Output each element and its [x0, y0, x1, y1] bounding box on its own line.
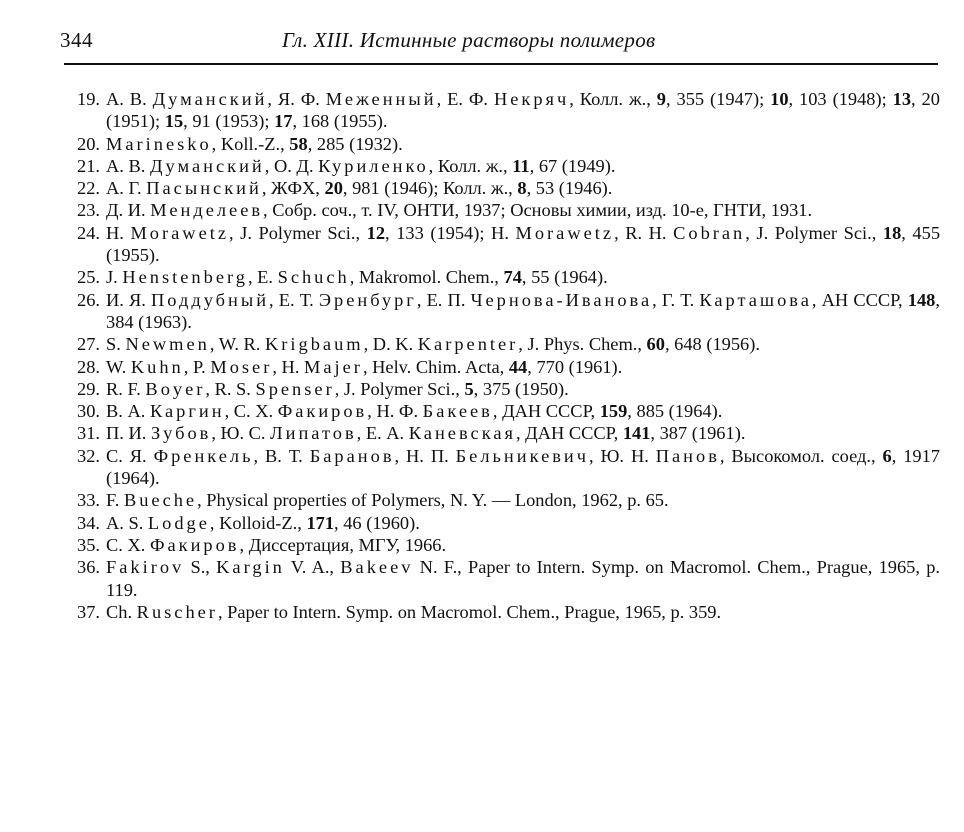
author-name: Cobran: [673, 222, 746, 243]
reference-number: 20.: [77, 133, 100, 154]
reference-fragment: , Колл. ж.,: [428, 155, 513, 176]
reference-fragment: S.: [106, 334, 126, 355]
reference-fragment: , 103 (1948);: [788, 89, 893, 109]
reference-fragment: , J. Phys. Chem.,: [518, 334, 647, 355]
reference-number: 22.: [77, 178, 100, 199]
running-title: Гл. XIII. Истинные растворы полимеров: [282, 28, 656, 52]
author-name: Kuhn: [130, 356, 184, 377]
reference-fragment: , R. S.: [205, 378, 256, 399]
reference-item: [60, 266, 940, 288]
reference-fragment: , 384 (1963).: [106, 289, 940, 332]
author-name: Krigbaum: [265, 334, 364, 355]
reference-text: [106, 489, 940, 511]
reference-fragment: , 885 (1964).: [627, 401, 723, 422]
author-name: Marinesko: [106, 133, 212, 154]
reference-fragment: , Е. П.: [416, 289, 471, 310]
author-name: Карташова: [699, 289, 812, 310]
header-rule: [64, 63, 938, 65]
volume-number: 58: [289, 133, 308, 154]
volume-number: 12: [366, 222, 386, 243]
reference-fragment: , Ю. С.: [211, 423, 271, 444]
reference-fragment: S.,: [184, 557, 217, 578]
reference-fragment: В. А.: [106, 401, 150, 422]
author-name: Spenser: [255, 378, 335, 399]
reference-fragment: , 770 (1961).: [527, 356, 623, 377]
author-name: Karpenter: [417, 334, 519, 355]
author-name: Boyer: [145, 378, 206, 399]
reference-fragment: V. A.,: [284, 557, 341, 578]
author-name: Пасынский: [146, 178, 262, 199]
reference-number: 27.: [77, 334, 100, 355]
reference-item: [60, 400, 940, 422]
author-name: Newmen: [125, 334, 210, 355]
reference-fragment: , 1917 (1964).: [106, 445, 940, 489]
author-name: Факиров: [149, 534, 240, 555]
reference-text: [106, 333, 940, 355]
reference-fragment: , АН СССР,: [811, 289, 908, 310]
reference-fragment: , 648 (1956).: [664, 334, 760, 355]
reference-fragment: , Koll.-Z.,: [211, 133, 290, 154]
reference-number: 37.: [77, 601, 100, 622]
reference-item: [60, 489, 940, 511]
reference-fragment: Ch.: [106, 601, 137, 622]
reference-number: 24.: [77, 222, 100, 243]
reference-text: [106, 556, 940, 601]
reference-text: [106, 356, 940, 378]
reference-fragment: , В. Т.: [253, 445, 310, 466]
author-name: Bakeev: [340, 557, 414, 578]
volume-number: 17: [274, 111, 293, 132]
reference-fragment: А. Г.: [106, 178, 147, 199]
reference-fragment: , Е. Т.: [269, 289, 319, 310]
reference-fragment: Д. И.: [106, 200, 151, 221]
reference-text: [106, 177, 940, 199]
author-name: Куриленко: [318, 155, 429, 176]
reference-fragment: , 53 (1946).: [526, 178, 613, 199]
reference-item: [60, 199, 940, 221]
volume-number: 44: [508, 356, 528, 377]
reference-text: [106, 534, 940, 556]
page-number: 344: [60, 28, 93, 52]
reference-item: [60, 445, 940, 490]
reference-number: 28.: [77, 356, 100, 377]
author-name: Думанский: [152, 89, 268, 109]
reference-fragment: H.: [106, 222, 131, 243]
reference-fragment: , О. Д.: [264, 155, 319, 176]
reference-fragment: F.: [106, 490, 124, 511]
volume-number: 159: [599, 401, 628, 422]
reference-item: [60, 155, 940, 177]
reference-number: 31.: [77, 423, 100, 444]
volume-number: 74: [503, 267, 522, 288]
reference-number: 34.: [77, 512, 100, 533]
author-name: Lodge: [147, 512, 210, 533]
reference-number: 32.: [77, 445, 100, 466]
reference-fragment: , Makromol. Chem.,: [349, 267, 504, 288]
author-name: Schuch: [277, 267, 350, 288]
reference-fragment: , Н. П.: [394, 445, 456, 466]
reference-text: [106, 378, 940, 400]
reference-number: 29.: [77, 378, 100, 399]
volume-number: 5: [464, 378, 474, 399]
author-name: Kargin: [216, 557, 285, 578]
author-name: Morawetz: [515, 222, 615, 243]
volume-number: 15: [164, 111, 184, 132]
reference-fragment: , J. Polymer Sci.,: [334, 378, 465, 399]
volume-number: 6: [882, 445, 892, 466]
reference-item: [60, 177, 940, 199]
reference-number: 21.: [77, 155, 100, 176]
reference-number: 33.: [77, 490, 100, 511]
reference-fragment: С. Х.: [106, 534, 150, 555]
reference-fragment: , Г. Т.: [652, 289, 700, 310]
author-name: Бельникевич: [455, 445, 590, 466]
reference-fragment: , Высокомол. соед.,: [719, 445, 883, 466]
reference-fragment: , Н. Ф.: [367, 401, 423, 422]
reference-fragment: А. В.: [106, 89, 153, 109]
volume-number: 13: [892, 89, 912, 109]
author-name: Френкель: [153, 445, 254, 466]
volume-number: 60: [646, 334, 665, 355]
volume-number: 8: [517, 178, 527, 199]
author-name: Ruscher: [136, 601, 218, 622]
author-name: Bueche: [123, 490, 198, 511]
author-name: Панов: [655, 445, 720, 466]
reference-fragment: , 55 (1964).: [521, 267, 608, 288]
volume-number: 10: [770, 89, 789, 109]
reference-text: [106, 222, 940, 267]
reference-fragment: N. F., Paper to Intern. Symp. on Macromol. Chem., Prague, 1965, p. 119.: [106, 557, 941, 600]
reference-item: [60, 601, 940, 623]
reference-fragment: W.: [106, 356, 131, 377]
reference-item: [60, 422, 940, 444]
reference-fragment: , R. H.: [614, 222, 674, 243]
reference-fragment: , 455 (1955).: [106, 222, 941, 266]
volume-number: 9: [656, 89, 666, 109]
volume-number: 20: [324, 178, 343, 199]
author-name: Каргин: [149, 401, 225, 422]
author-name: Morawetz: [130, 222, 230, 243]
reference-fragment: , Kolloid-Z.,: [209, 512, 307, 533]
reference-fragment: , 20 (1951);: [106, 89, 940, 132]
author-name: Меженный: [325, 89, 437, 109]
reference-fragment: С. Я.: [106, 445, 154, 466]
author-name: Баранов: [309, 445, 395, 466]
reference-fragment: , 285 (1932).: [307, 133, 403, 154]
reference-fragment: , Я. Ф.: [267, 89, 326, 109]
reference-text: [106, 155, 940, 177]
reference-fragment: J.: [106, 267, 123, 288]
reference-list: [60, 88, 940, 623]
author-name: Majer: [304, 356, 363, 377]
reference-fragment: R. F.: [106, 378, 146, 399]
author-name: Менделеев: [150, 200, 264, 221]
reference-fragment: , Physical properties of Polymers, N. Y. — London, 1962, p. 65.: [197, 490, 669, 511]
reference-fragment: , E.: [247, 267, 278, 288]
reference-item: [60, 512, 940, 534]
reference-number: 19.: [77, 89, 100, 109]
volume-number: 171: [306, 512, 335, 533]
reference-fragment: , 387 (1961).: [650, 423, 746, 444]
reference-item: [60, 556, 940, 601]
reference-fragment: , Е. А.: [356, 423, 409, 444]
reference-item: [60, 534, 940, 556]
reference-fragment: , 355 (1947);: [666, 89, 771, 109]
reference-text: [106, 601, 940, 623]
author-name: Думанский: [149, 155, 265, 176]
reference-fragment: , 91 (1953);: [183, 111, 275, 132]
reference-item: [60, 356, 940, 378]
reference-fragment: , P.: [183, 356, 211, 377]
reference-text: [106, 133, 940, 155]
author-name: Некряч: [493, 89, 570, 109]
volume-number: 141: [622, 423, 651, 444]
reference-number: 26.: [77, 289, 100, 310]
author-name: Henstenberg: [122, 267, 248, 288]
reference-number: 30.: [77, 401, 100, 422]
reference-fragment: , ДАН СССР,: [515, 423, 623, 444]
author-name: Чернова-Иванова: [470, 289, 653, 310]
author-name: Fakirov: [106, 557, 185, 578]
author-name: Факиров: [277, 401, 368, 422]
reference-fragment: , D. K.: [363, 334, 418, 355]
reference-fragment: , Helv. Chim. Acta,: [362, 356, 509, 377]
reference-number: 25.: [77, 267, 100, 288]
reference-fragment: , 67 (1949).: [529, 155, 616, 176]
reference-item: [60, 378, 940, 400]
reference-fragment: , 168 (1955).: [292, 111, 388, 132]
reference-number: 23.: [77, 200, 100, 221]
reference-fragment: П. И.: [106, 423, 151, 444]
author-name: Moser: [210, 356, 273, 377]
reference-text: [106, 400, 940, 422]
volume-number: 11: [512, 155, 530, 176]
reference-fragment: A. S.: [106, 512, 148, 533]
page-header: [60, 24, 938, 58]
volume-number: 18: [882, 222, 902, 243]
reference-text: [106, 422, 940, 444]
reference-fragment: , 133 (1954); H.: [385, 222, 516, 243]
reference-fragment: , ЖФХ,: [261, 178, 325, 199]
reference-fragment: , Собр. соч., т. IV, ОНТИ, 1937; Основы химии, изд. 10-е, ГНТИ, 1931.: [263, 200, 813, 221]
reference-fragment: , Е. Ф.: [436, 89, 494, 109]
reference-fragment: , ДАН СССР,: [492, 401, 600, 422]
reference-fragment: , 981 (1946); Колл. ж.,: [342, 178, 518, 199]
reference-text: [106, 266, 940, 288]
author-name: Липатов: [270, 423, 357, 444]
reference-item: [60, 222, 940, 267]
reference-item: [60, 289, 940, 334]
reference-fragment: , Колл. ж.,: [569, 89, 657, 109]
reference-fragment: , H.: [272, 356, 305, 377]
reference-fragment: , С. Х.: [224, 401, 278, 422]
reference-fragment: , W. R.: [209, 334, 266, 355]
reference-fragment: , Ю. Н.: [589, 445, 656, 466]
reference-item: [60, 333, 940, 355]
reference-fragment: , 375 (1950).: [473, 378, 569, 399]
author-name: Эренбург: [318, 289, 417, 310]
reference-text: [106, 199, 940, 221]
reference-item: [60, 88, 940, 133]
volume-number: 148: [907, 289, 936, 310]
author-name: Бакеев: [422, 401, 493, 422]
reference-fragment: , Paper to Intern. Symp. on Macromol. Chem., Prague, 1965, p. 359.: [217, 601, 722, 622]
reference-item: [60, 133, 940, 155]
reference-fragment: , Диссертация, МГУ, 1966.: [239, 534, 447, 555]
reference-text: [106, 289, 940, 334]
author-name: Зубов: [150, 423, 212, 444]
reference-fragment: И. Я.: [106, 289, 152, 310]
reference-fragment: , J. Polymer Sci.,: [229, 222, 367, 243]
reference-text: [106, 88, 940, 133]
reference-fragment: , 46 (1960).: [334, 512, 420, 533]
reference-fragment: А. В.: [106, 155, 150, 176]
reference-number: 36.: [77, 557, 100, 578]
reference-fragment: , J. Polymer Sci.,: [745, 222, 883, 243]
reference-number: 35.: [77, 534, 100, 555]
reference-text: [106, 512, 940, 534]
author-name: Каневская: [408, 423, 516, 444]
reference-text: [106, 445, 940, 490]
author-name: Поддубный: [151, 289, 270, 310]
